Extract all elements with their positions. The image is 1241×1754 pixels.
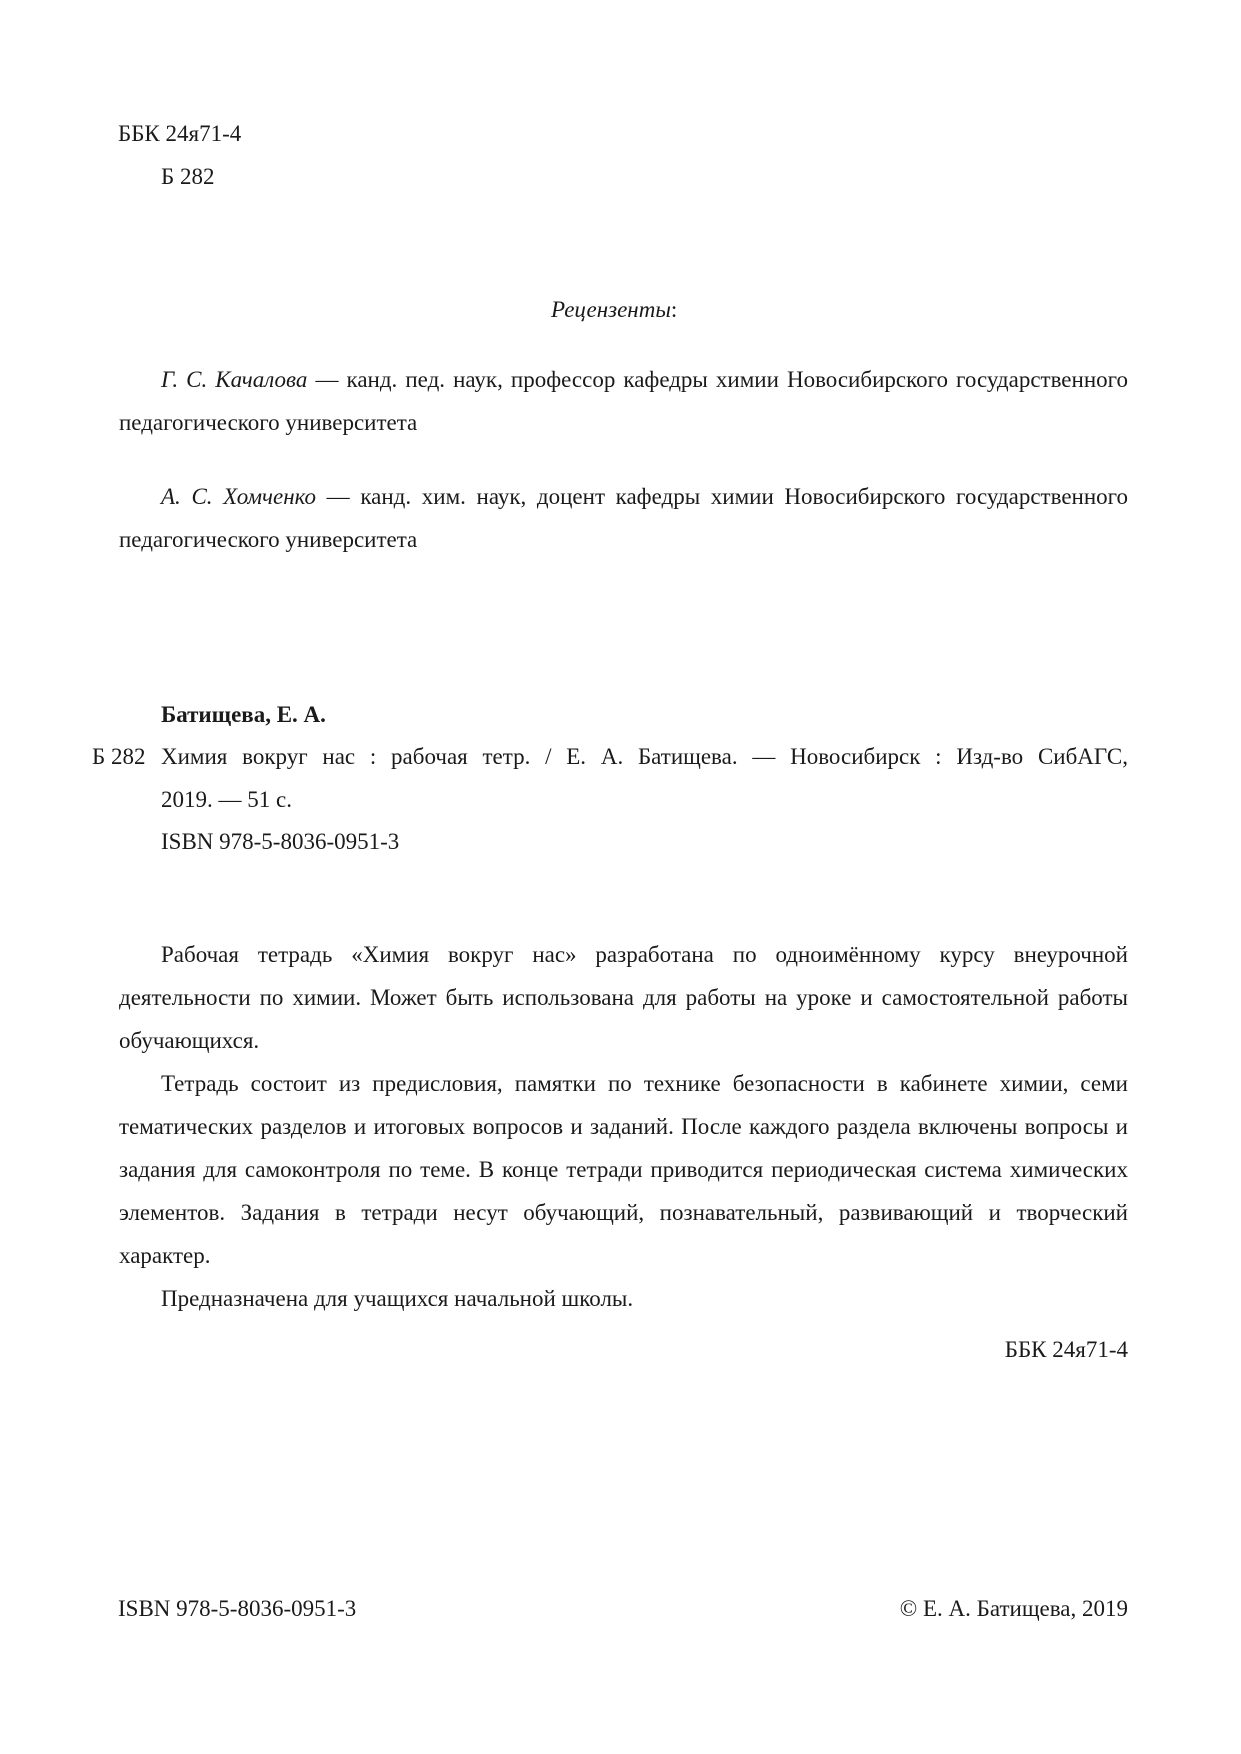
- bib-mark: Б 282: [92, 744, 146, 769]
- copyright-notice: © Е. А. Батищева, 2019: [899, 1596, 1128, 1621]
- bbk-index: ББК 24я71-4: [118, 121, 242, 146]
- annotation: [119, 933, 1128, 1320]
- bib-isbn: ISBN 978-5-8036-0951-3: [161, 829, 400, 854]
- annotation-paragraph-3: Предназначена для учащихся начальной школы.: [161, 1286, 634, 1311]
- reviewers-heading: [551, 298, 677, 321]
- reviewer-desc-1: — канд. пед. наук, профессор кафедры химии Новосибирского государственного педагогического университета: [119, 367, 1128, 435]
- annotation-paragraph-2: Тетрадь состоит из предисловия, памятки по технике безопасности в кабинете химии, семи тематических разделов и итоговых вопросов и заданий. После каждого раздела включены вопросы и задания для самоконтроля по теме. В конце тетради приводится периодическая система химических элементов. Задания в тетради несут обучающий, познавательный, развивающий и творческий характер.: [119, 1071, 1128, 1268]
- reviewer-entry-1: [119, 358, 1128, 444]
- reviewers-heading-colon: :: [670, 297, 678, 322]
- reviewers-heading-text: Рецензенты: [551, 297, 671, 322]
- bib-author: Батищева, Е. А.: [161, 702, 326, 727]
- reviewer-name-2: А. С. Хомченко: [161, 484, 317, 509]
- footer-isbn: ISBN 978-5-8036-0951-3: [118, 1596, 357, 1621]
- annotation-bbk: ББК 24я71-4: [1004, 1337, 1128, 1362]
- reviewer-desc-2: — канд. хим. наук, доцент кафедры химии Новосибирского государственного педагогического университета: [119, 484, 1129, 552]
- bib-year-pages: 2019. — 51 с.: [161, 787, 292, 812]
- reviewer-entry-2: [119, 475, 1128, 561]
- author-mark: Б 282: [161, 164, 215, 189]
- reviewer-name-1: Г. С. Качалова: [161, 367, 308, 392]
- annotation-paragraph-1: Рабочая тетрадь «Химия вокруг нас» разработана по одноимённому курсу внеурочной деятельности по химии. Может быть использована для работы на уроке и самостоятельной работы обучающихся.: [119, 942, 1128, 1053]
- bib-title-line: Химия вокруг нас : рабочая тетр. / Е. А. Батищева. — Новосибирск : Изд-во СибАГС,: [161, 744, 1128, 769]
